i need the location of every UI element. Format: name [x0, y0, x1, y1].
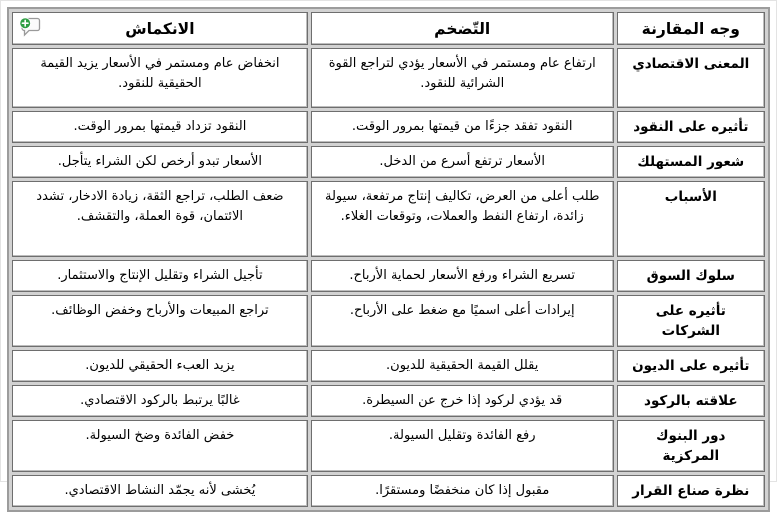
comparison-aspect-cell: شعور المستهلك	[617, 146, 765, 178]
inflation-cell: رفع الفائدة وتقليل السيولة.	[311, 420, 614, 472]
header-deflation	[12, 12, 308, 45]
table-row	[12, 146, 765, 178]
inflation-cell: الأسعار ترتفع أسرع من الدخل.	[311, 146, 614, 178]
comparison-aspect-cell: علاقته بالركود	[617, 385, 765, 417]
table-row	[12, 260, 765, 292]
comparison-aspect-cell: المعنى الاقتصادي	[617, 48, 765, 108]
inflation-cell: طلب أعلى من العرض، تكاليف إنتاج مرتفعة، سيولة زائدة، ارتفاع النفط والعملات، وتوقعات الغلاء.	[311, 181, 614, 257]
deflation-cell: النقود تزداد قيمتها بمرور الوقت.	[12, 111, 308, 143]
deflation-cell: يزيد العبء الحقيقي للديون.	[12, 350, 308, 382]
deflation-cell: الأسعار تبدو أرخص لكن الشراء يتأجل.	[12, 146, 308, 178]
table-row	[12, 295, 765, 347]
inflation-cell: قد يؤدي لركود إذا خرج عن السيطرة.	[311, 385, 614, 417]
comparison-aspect-cell: سلوك السوق	[617, 260, 765, 292]
table-row	[12, 350, 765, 382]
deflation-cell: انخفاض عام ومستمر في الأسعار يزيد القيمة الحقيقية للنقود.	[12, 48, 308, 108]
deflation-cell: يُخشى لأنه يجمّد النشاط الاقتصادي.	[12, 475, 308, 507]
table-row	[12, 48, 765, 108]
table-row	[12, 111, 765, 143]
inflation-cell: إيرادات أعلى اسميًا مع ضغط على الأرباح.	[311, 295, 614, 347]
inflation-deflation-comparison-table	[7, 7, 770, 512]
deflation-cell: ضعف الطلب، تراجع الثقة، زيادة الادخار، تشدد الائتمان، قوة العملة، والتقشف.	[12, 181, 308, 257]
table-row	[12, 385, 765, 417]
inflation-cell: النقود تفقد جزءًا من قيمتها بمرور الوقت.	[311, 111, 614, 143]
inflation-cell: تسريع الشراء ورفع الأسعار لحماية الأرباح.	[311, 260, 614, 292]
header-deflation-label: الانكماش	[125, 20, 195, 38]
comparison-aspect-cell: دور البنوك المركزية	[617, 420, 765, 472]
comparison-aspect-cell: الأسباب	[617, 181, 765, 257]
header-row	[12, 12, 765, 45]
table-row	[12, 475, 765, 507]
header-comparison-aspect: وجه المقارنة	[617, 12, 765, 45]
deflation-cell: تراجع المبيعات والأرباح وخفض الوظائف.	[12, 295, 308, 347]
comparison-aspect-cell: نظرة صناع القرار	[617, 475, 765, 507]
add-comment-icon[interactable]	[18, 16, 42, 37]
comparison-aspect-cell: تأثيره على الشركات	[617, 295, 765, 347]
deflation-cell: تأجيل الشراء وتقليل الإنتاج والاستثمار.	[12, 260, 308, 292]
deflation-cell: خفض الفائدة وضخ السيولة.	[12, 420, 308, 472]
inflation-cell: يقلل القيمة الحقيقية للديون.	[311, 350, 614, 382]
inflation-cell: مقبول إذا كان منخفضًا ومستقرًا.	[311, 475, 614, 507]
inflation-cell: ارتفاع عام ومستمر في الأسعار يؤدي لتراجع القوة الشرائية للنقود.	[311, 48, 614, 108]
comparison-aspect-cell: تأثيره على النقود	[617, 111, 765, 143]
table-row	[12, 420, 765, 472]
comparison-aspect-cell: تأثيره على الديون	[617, 350, 765, 382]
header-inflation: التّضخم	[311, 12, 614, 45]
table-row	[12, 181, 765, 257]
deflation-cell: غالبًا يرتبط بالركود الاقتصادي.	[12, 385, 308, 417]
